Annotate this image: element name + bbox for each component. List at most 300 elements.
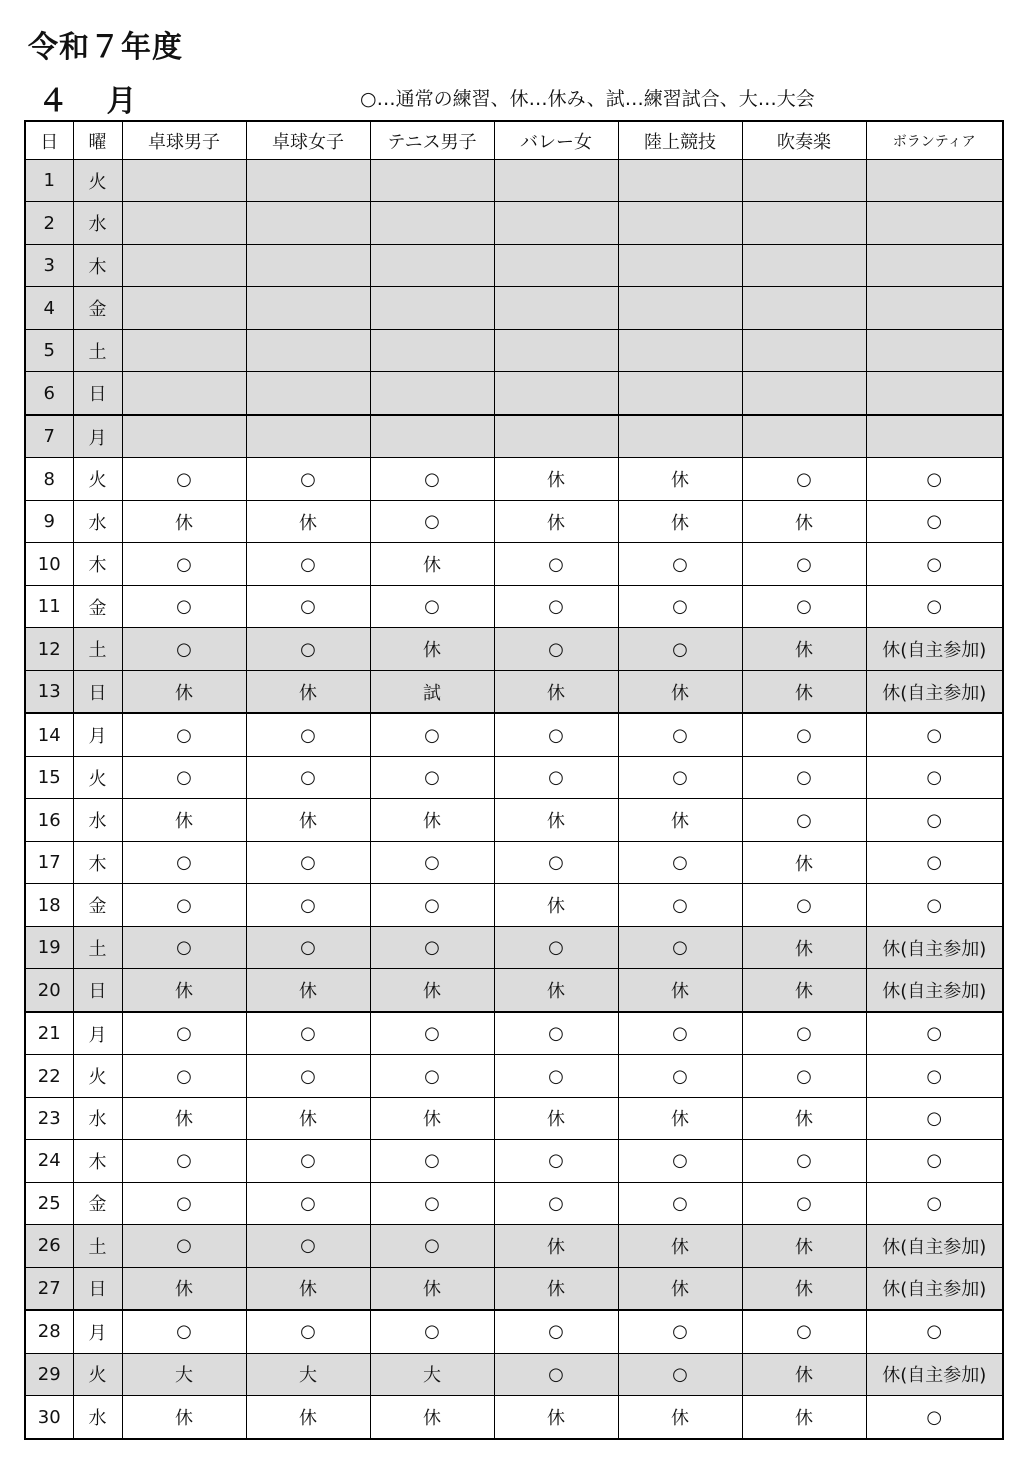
table-row [25,160,1003,202]
schedule-cell: 休 [122,1097,246,1139]
day-cell: 18 [25,884,73,926]
schedule-cell [866,329,1003,371]
schedule-cell: ○ [370,585,494,627]
schedule-cell: ○ [742,713,866,756]
schedule-cell: 休 [246,969,370,1012]
table-row [25,1225,1003,1267]
schedule-cell [618,372,742,415]
schedule-cell: ○ [866,1140,1003,1182]
schedule-cell [866,372,1003,415]
schedule-cell [122,202,246,244]
schedule-cell [866,244,1003,286]
schedule-cell: 休 [370,543,494,585]
schedule-cell: 休(自主参加) [866,1267,1003,1310]
schedule-cell: 休 [246,1267,370,1310]
day-cell: 1 [25,160,73,202]
schedule-cell [370,415,494,458]
schedule-cell [866,160,1003,202]
schedule-cell: 休 [122,969,246,1012]
table-row [25,1353,1003,1395]
schedule-cell: 休 [370,1396,494,1439]
schedule-cell: ○ [618,585,742,627]
table-row [25,1012,1003,1055]
legend-text: ○…通常の練習、休…休み、試…練習試合、大…大会 [360,88,815,110]
schedule-cell [494,329,618,371]
day-cell: 25 [25,1182,73,1224]
schedule-cell: ○ [122,543,246,585]
schedule-cell: 休 [494,1267,618,1310]
schedule-cell: ○ [122,458,246,500]
schedule-cell: 休 [494,884,618,926]
schedule-cell: ○ [370,713,494,756]
schedule-cell: 休 [742,628,866,670]
schedule-cell [494,202,618,244]
schedule-cell: 休 [618,1267,742,1310]
table-row [25,458,1003,500]
schedule-cell [246,372,370,415]
schedule-cell [742,244,866,286]
schedule-cell [370,160,494,202]
weekday-cell: 水 [73,500,122,542]
schedule-cell: ○ [866,1012,1003,1055]
day-cell: 6 [25,372,73,415]
day-cell: 16 [25,799,73,841]
day-cell: 14 [25,713,73,756]
schedule-cell: ○ [494,585,618,627]
schedule-body [25,160,1003,1440]
schedule-cell: ○ [246,543,370,585]
schedule-cell: ○ [122,585,246,627]
schedule-cell: 休 [370,628,494,670]
weekday-cell: 月 [73,1310,122,1353]
schedule-cell [494,160,618,202]
weekday-cell: 金 [73,585,122,627]
schedule-cell: ○ [618,1182,742,1224]
schedule-cell: 休 [742,926,866,968]
header-weekday: 曜 [73,121,122,160]
schedule-cell: 大 [246,1353,370,1395]
schedule-cell: ○ [370,1182,494,1224]
schedule-cell [246,415,370,458]
day-cell: 15 [25,756,73,798]
weekday-cell: 土 [73,329,122,371]
schedule-cell: ○ [866,756,1003,798]
schedule-cell: 休 [122,500,246,542]
day-cell: 21 [25,1012,73,1055]
schedule-cell [246,329,370,371]
table-row [25,799,1003,841]
month-heading: ４ 月 [38,84,151,119]
weekday-cell: 日 [73,372,122,415]
day-cell: 26 [25,1225,73,1267]
schedule-cell: ○ [122,841,246,883]
weekday-cell: 金 [73,884,122,926]
schedule-cell: ○ [494,841,618,883]
schedule-cell: 休 [494,458,618,500]
schedule-cell: ○ [866,1097,1003,1139]
schedule-cell: ○ [494,926,618,968]
schedule-table [24,120,1004,1440]
table-row [25,1310,1003,1353]
schedule-cell [742,202,866,244]
schedule-cell: 大 [370,1353,494,1395]
header-track-and-field: 陸上競技 [618,121,742,160]
schedule-cell: 休(自主参加) [866,628,1003,670]
schedule-cell: 休(自主参加) [866,926,1003,968]
schedule-cell: 休 [370,969,494,1012]
schedule-cell: ○ [618,926,742,968]
schedule-cell: ○ [866,799,1003,841]
schedule-cell: ○ [370,1140,494,1182]
schedule-cell: ○ [122,1140,246,1182]
schedule-cell: 休 [742,500,866,542]
schedule-cell: ○ [370,841,494,883]
schedule-cell: 休 [122,1267,246,1310]
schedule-cell: ○ [246,1225,370,1267]
schedule-cell: ○ [246,1140,370,1182]
schedule-cell: 休 [246,799,370,841]
schedule-cell: ○ [494,1140,618,1182]
schedule-cell: 休 [494,1097,618,1139]
weekday-cell: 火 [73,160,122,202]
schedule-cell: 休 [370,1267,494,1310]
schedule-cell [122,415,246,458]
schedule-cell: 休 [618,458,742,500]
schedule-cell: 休 [246,670,370,713]
table-row [25,756,1003,798]
weekday-cell: 月 [73,713,122,756]
schedule-cell: ○ [866,585,1003,627]
day-cell: 10 [25,543,73,585]
schedule-cell [618,202,742,244]
schedule-cell: ○ [742,1012,866,1055]
schedule-cell [370,202,494,244]
schedule-cell [370,287,494,329]
schedule-cell: 休 [742,1267,866,1310]
table-row [25,1396,1003,1439]
table-row [25,884,1003,926]
schedule-cell: ○ [246,713,370,756]
schedule-cell: ○ [122,1055,246,1097]
weekday-cell: 日 [73,969,122,1012]
header-table-tennis-boys: 卓球男子 [122,121,246,160]
schedule-cell: ○ [866,1310,1003,1353]
schedule-cell: 大 [122,1353,246,1395]
schedule-cell: 休 [618,799,742,841]
schedule-cell: ○ [866,500,1003,542]
schedule-cell: ○ [866,543,1003,585]
schedule-cell: 試 [370,670,494,713]
day-cell: 5 [25,329,73,371]
day-cell: 23 [25,1097,73,1139]
table-row [25,1097,1003,1139]
day-cell: 12 [25,628,73,670]
header-day: 日 [25,121,73,160]
table-row [25,670,1003,713]
day-cell: 17 [25,841,73,883]
schedule-cell [618,244,742,286]
schedule-cell [122,160,246,202]
weekday-cell: 水 [73,799,122,841]
schedule-cell: 休 [742,969,866,1012]
schedule-cell: 休 [618,1396,742,1439]
schedule-cell: ○ [246,1012,370,1055]
schedule-cell: ○ [742,1055,866,1097]
schedule-cell: ○ [122,628,246,670]
schedule-cell: 休 [742,1225,866,1267]
schedule-cell: ○ [122,926,246,968]
schedule-cell: ○ [122,756,246,798]
schedule-cell [494,372,618,415]
table-row [25,500,1003,542]
schedule-cell: 休 [494,670,618,713]
day-cell: 8 [25,458,73,500]
schedule-cell: ○ [742,799,866,841]
table-row [25,543,1003,585]
schedule-cell: ○ [246,1310,370,1353]
weekday-cell: 金 [73,287,122,329]
schedule-cell: 休 [618,500,742,542]
schedule-cell: ○ [122,1225,246,1267]
table-row [25,926,1003,968]
schedule-cell [122,329,246,371]
schedule-cell: ○ [494,1182,618,1224]
schedule-cell: ○ [742,585,866,627]
table-row [25,628,1003,670]
day-cell: 2 [25,202,73,244]
day-cell: 13 [25,670,73,713]
schedule-cell: ○ [246,841,370,883]
table-row [25,1055,1003,1097]
schedule-cell: 休 [246,500,370,542]
schedule-cell: ○ [370,1055,494,1097]
day-cell: 19 [25,926,73,968]
header-volleyball-girls: バレー女 [494,121,618,160]
schedule-cell: ○ [618,841,742,883]
weekday-cell: 木 [73,244,122,286]
schedule-cell: ○ [618,1353,742,1395]
schedule-cell: ○ [618,713,742,756]
day-cell: 24 [25,1140,73,1182]
schedule-cell: 休 [494,1225,618,1267]
schedule-cell: ○ [494,1012,618,1055]
schedule-cell: ○ [618,628,742,670]
schedule-cell: ○ [246,628,370,670]
schedule-cell [246,160,370,202]
schedule-cell: ○ [866,1055,1003,1097]
schedule-cell: ○ [494,543,618,585]
schedule-cell: ○ [866,841,1003,883]
schedule-cell: ○ [618,884,742,926]
table-row [25,244,1003,286]
weekday-cell: 水 [73,202,122,244]
weekday-cell: 土 [73,926,122,968]
schedule-cell: 休 [742,841,866,883]
schedule-cell [122,372,246,415]
schedule-cell: ○ [370,884,494,926]
schedule-cell: ○ [742,1140,866,1182]
weekday-cell: 金 [73,1182,122,1224]
weekday-cell: 火 [73,756,122,798]
table-row [25,372,1003,415]
schedule-cell: ○ [122,1012,246,1055]
schedule-cell: ○ [122,884,246,926]
schedule-cell: ○ [122,713,246,756]
schedule-cell: ○ [246,884,370,926]
schedule-cell: ○ [370,926,494,968]
day-cell: 4 [25,287,73,329]
schedule-cell [122,287,246,329]
schedule-cell [494,244,618,286]
table-row [25,1140,1003,1182]
schedule-cell [494,287,618,329]
header-brass-band: 吹奏楽 [742,121,866,160]
schedule-cell [866,202,1003,244]
weekday-cell: 木 [73,1140,122,1182]
page-title: 令和７年度 [28,30,183,65]
schedule-cell: ○ [618,1310,742,1353]
schedule-cell: 休 [618,1097,742,1139]
schedule-cell: ○ [122,1182,246,1224]
table-row [25,1267,1003,1310]
schedule-cell: ○ [246,1055,370,1097]
day-cell: 11 [25,585,73,627]
schedule-cell: ○ [246,585,370,627]
schedule-cell: ○ [742,543,866,585]
header-tennis-boys: テニス男子 [370,121,494,160]
schedule-cell: ○ [494,1353,618,1395]
schedule-cell: 休 [742,1396,866,1439]
schedule-cell [246,287,370,329]
schedule-cell: 休 [122,1396,246,1439]
schedule-cell: ○ [742,458,866,500]
schedule-cell: ○ [618,1055,742,1097]
table-row [25,585,1003,627]
schedule-cell: ○ [246,458,370,500]
weekday-cell: 水 [73,1396,122,1439]
schedule-cell: 休 [742,670,866,713]
schedule-cell: 休(自主参加) [866,670,1003,713]
weekday-cell: 火 [73,1353,122,1395]
schedule-cell [742,415,866,458]
header-row [25,121,1003,160]
schedule-cell: 休 [246,1097,370,1139]
schedule-cell: 休 [370,799,494,841]
schedule-cell: ○ [494,756,618,798]
schedule-cell: ○ [742,1310,866,1353]
schedule-cell: ○ [370,1012,494,1055]
weekday-cell: 水 [73,1097,122,1139]
header-table-tennis-girls: 卓球女子 [246,121,370,160]
schedule-cell: ○ [742,1182,866,1224]
schedule-cell: ○ [866,458,1003,500]
schedule-cell: 休(自主参加) [866,1353,1003,1395]
table-row [25,287,1003,329]
schedule-cell: 休 [494,799,618,841]
schedule-cell: ○ [618,1012,742,1055]
schedule-cell: ○ [618,543,742,585]
table-row [25,329,1003,371]
schedule-cell: ○ [246,1182,370,1224]
schedule-cell [618,415,742,458]
schedule-cell: ○ [370,756,494,798]
weekday-cell: 月 [73,1012,122,1055]
schedule-cell: ○ [494,628,618,670]
weekday-cell: 火 [73,458,122,500]
schedule-cell: 休 [618,1225,742,1267]
table-row [25,841,1003,883]
schedule-cell [618,287,742,329]
schedule-cell: 休 [618,969,742,1012]
schedule-cell: ○ [370,1225,494,1267]
schedule-cell: ○ [494,1310,618,1353]
schedule-cell [618,160,742,202]
weekday-cell: 日 [73,670,122,713]
schedule-cell: ○ [866,713,1003,756]
schedule-cell [742,287,866,329]
schedule-cell: 休 [618,670,742,713]
schedule-cell: ○ [122,1310,246,1353]
day-cell: 3 [25,244,73,286]
header-volunteer: ボランティア [866,121,1003,160]
day-cell: 30 [25,1396,73,1439]
schedule-cell: 休 [742,1353,866,1395]
schedule-cell: 休 [246,1396,370,1439]
schedule-cell: 休 [494,500,618,542]
schedule-cell [370,244,494,286]
schedule-cell: 休 [742,1097,866,1139]
schedule-cell: 休(自主参加) [866,1225,1003,1267]
table-row [25,415,1003,458]
schedule-cell: 休 [370,1097,494,1139]
schedule-cell: ○ [494,1055,618,1097]
schedule-cell: ○ [370,500,494,542]
schedule-cell [494,415,618,458]
day-cell: 7 [25,415,73,458]
schedule-cell [618,329,742,371]
day-cell: 27 [25,1267,73,1310]
schedule-cell [866,415,1003,458]
schedule-cell [246,202,370,244]
day-cell: 28 [25,1310,73,1353]
table-row [25,202,1003,244]
schedule-cell: ○ [494,713,618,756]
schedule-cell [122,244,246,286]
schedule-cell: ○ [370,458,494,500]
schedule-cell: 休(自主参加) [866,969,1003,1012]
schedule-cell: 休 [494,1396,618,1439]
weekday-cell: 土 [73,628,122,670]
schedule-cell: ○ [742,756,866,798]
schedule-cell: ○ [866,1396,1003,1439]
day-cell: 29 [25,1353,73,1395]
weekday-cell: 火 [73,1055,122,1097]
table-row [25,969,1003,1012]
weekday-cell: 日 [73,1267,122,1310]
schedule-cell: ○ [618,1140,742,1182]
schedule-cell [742,160,866,202]
day-cell: 22 [25,1055,73,1097]
schedule-cell: ○ [866,1182,1003,1224]
table-row [25,1182,1003,1224]
table-row [25,713,1003,756]
schedule-cell [742,329,866,371]
schedule-cell [370,329,494,371]
schedule-cell [246,244,370,286]
schedule-cell [742,372,866,415]
schedule-cell: ○ [246,756,370,798]
schedule-cell: 休 [122,670,246,713]
